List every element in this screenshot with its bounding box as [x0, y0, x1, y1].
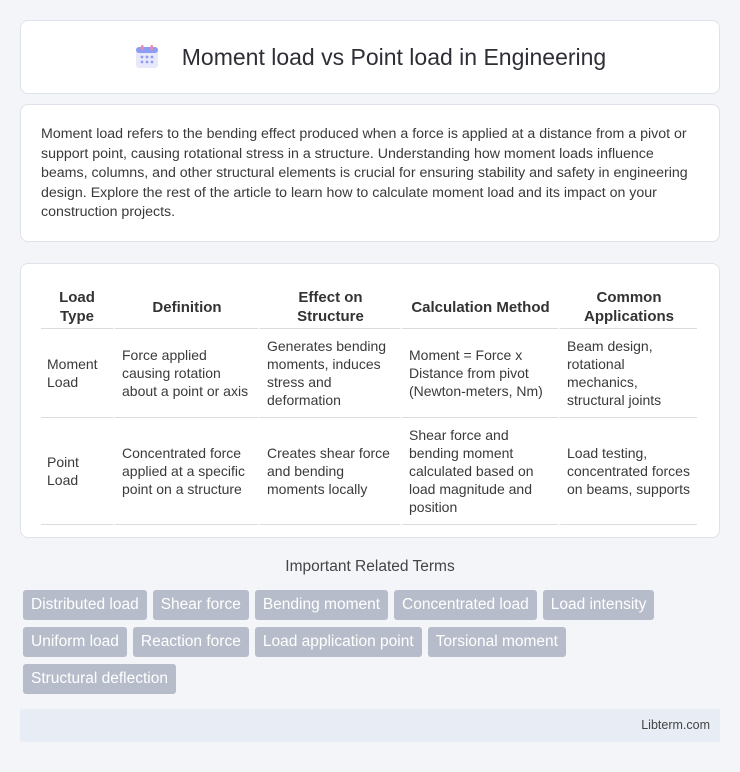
cell-definition: Concentrated force applied at a specific point on a structure	[113, 418, 258, 525]
footer-site-link[interactable]: Libterm.com	[641, 718, 710, 732]
cell-load-type: Moment Load	[41, 329, 113, 418]
tag-uniform-load[interactable]: Uniform load	[23, 627, 127, 657]
table-header-row	[41, 284, 697, 329]
table-row	[41, 418, 697, 525]
header-effect: Effect on Structure	[258, 284, 400, 329]
tag-concentrated-load[interactable]: Concentrated load	[394, 590, 537, 620]
intro-paragraph: Moment load refers to the bending effect produced when a force is applied at a distance from a pivot or support point, causing rotational stress in a structure. Understanding how moment loads influence beams, columns, and other structural elements is crucial for ensuring stability and safety in engineering design. Explore the rest of the article to learn how to calculate moment load and its impact on your construction projects.	[41, 126, 688, 220]
comparison-table-card	[20, 263, 720, 538]
tag-load-intensity[interactable]: Load intensity	[543, 590, 655, 620]
cell-applications: Beam design, rotational mechanics, structural joints	[558, 329, 697, 418]
header-load-type: Load Type	[41, 284, 113, 329]
page-title: Moment load vs Point load in Engineering	[181, 43, 607, 70]
cell-effect: Creates shear force and bending moments locally	[258, 418, 400, 525]
cell-applications: Load testing, concentrated forces on beams, supports	[558, 418, 697, 525]
tag-torsional-moment[interactable]: Torsional moment	[428, 627, 566, 657]
cell-definition: Force applied causing rotation about a point or axis	[113, 329, 258, 418]
table-row	[41, 329, 697, 418]
cell-load-type: Point Load	[41, 418, 113, 525]
cell-calculation: Shear force and bending moment calculated based on load magnitude and position	[400, 418, 558, 525]
related-terms-list	[23, 590, 723, 694]
tag-distributed-load[interactable]: Distributed load	[23, 590, 147, 620]
tag-load-application-point[interactable]: Load application point	[255, 627, 422, 657]
tag-reaction-force[interactable]: Reaction force	[133, 627, 249, 657]
header-card	[20, 20, 720, 94]
cell-calculation: Moment = Force x Distance from pivot (Newton-meters, Nm)	[400, 329, 558, 418]
tag-structural-deflection[interactable]: Structural deflection	[23, 664, 176, 694]
calendar-grid-icon	[134, 44, 160, 70]
related-terms-title: Important Related Terms	[285, 558, 455, 575]
comparison-table	[41, 284, 697, 525]
header-applications: Common Applications	[558, 284, 697, 329]
footer	[20, 709, 720, 742]
header-calculation: Calculation Method	[400, 284, 558, 329]
tag-shear-force[interactable]: Shear force	[153, 590, 249, 620]
intro-card	[20, 104, 720, 242]
header-definition: Definition	[113, 284, 258, 329]
tag-bending-moment[interactable]: Bending moment	[255, 590, 388, 620]
cell-effect: Generates bending moments, induces stress and deformation	[258, 329, 400, 418]
